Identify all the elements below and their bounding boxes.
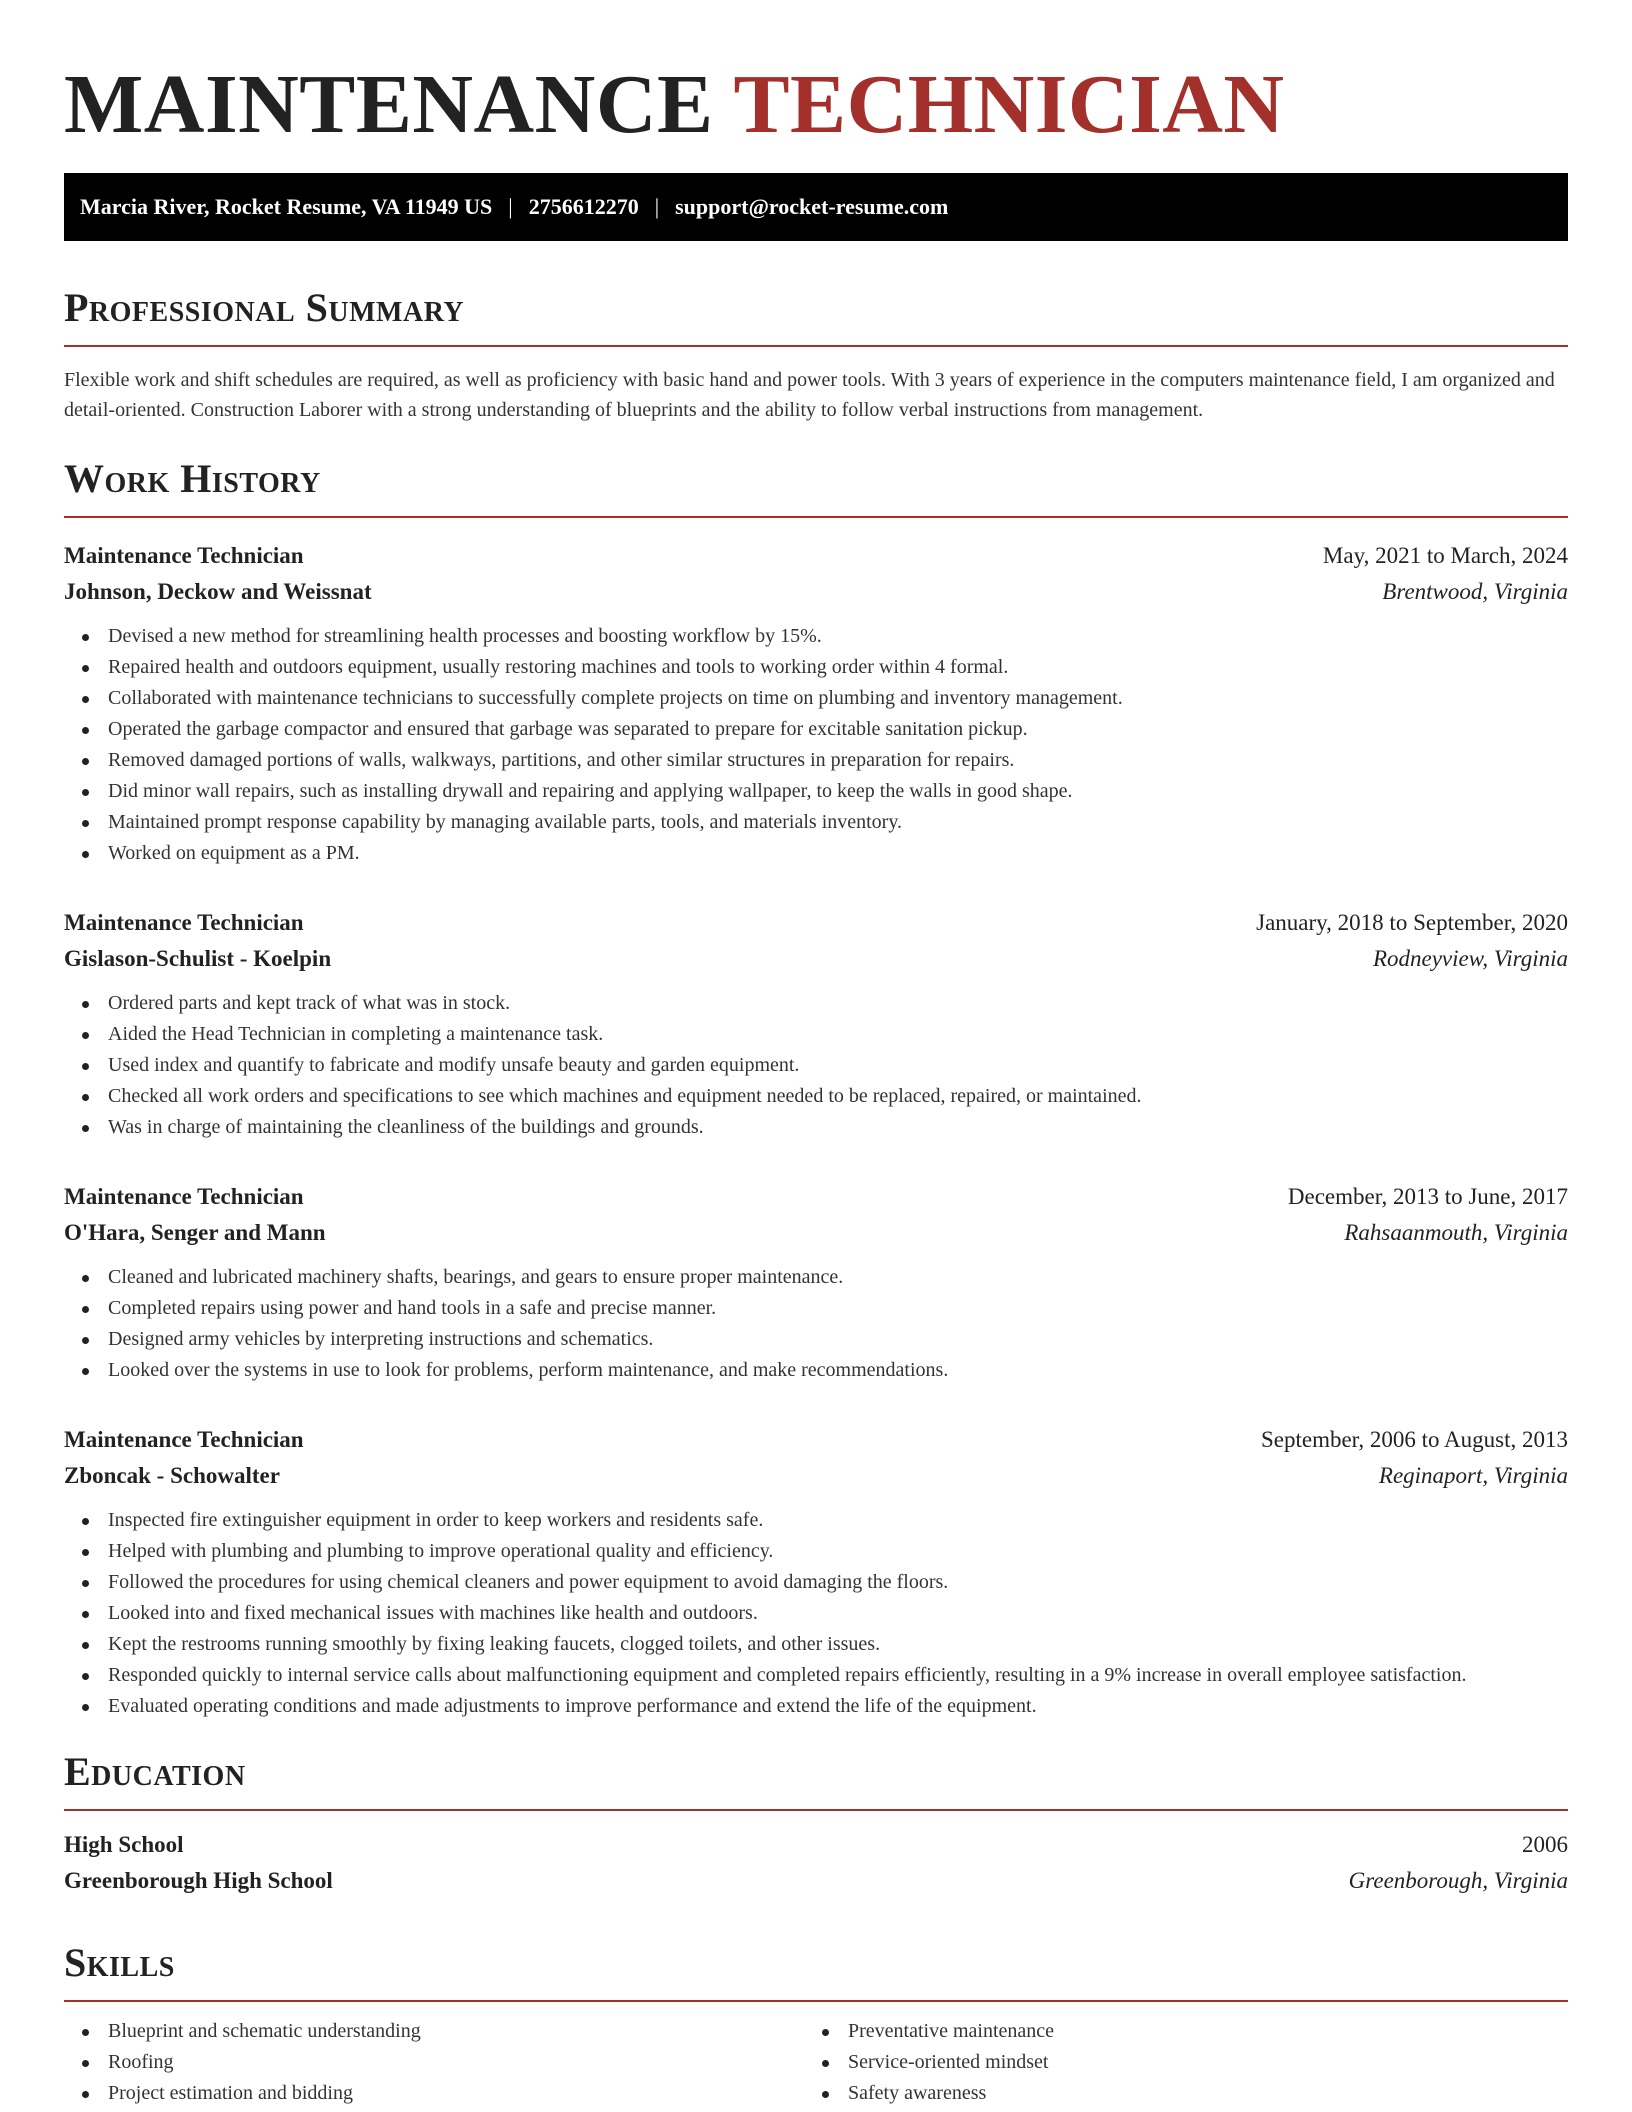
section-heading-work-history: Work History: [64, 456, 321, 501]
skill-item: Service-oriented mindset: [804, 2047, 1544, 2078]
skills-columns: [64, 2016, 1568, 2109]
list-item: Looked into and fixed mechanical issues with machines like health and outdoors.: [64, 1598, 1568, 1629]
list-item: Worked on equipment as a PM.: [64, 838, 1568, 869]
title-part-2: TECHNICIAN: [733, 58, 1285, 151]
section-heading-education: Education: [64, 1749, 246, 1794]
list-item: Checked all work orders and specifications to see which machines and equipment needed to be replaced, repaired, or maintained.: [64, 1081, 1568, 1112]
job-title: Maintenance Technician: [64, 910, 304, 935]
list-item: Maintained prompt response capability by managing available parts, tools, and materials inventory.: [64, 807, 1568, 838]
job-dates: September, 2006 to August, 2013: [1260, 1427, 1568, 1452]
section-divider: [64, 516, 1568, 518]
contact-separator: |: [508, 194, 513, 219]
job-entry: [64, 538, 1568, 869]
list-item: Devised a new method for streamlining health processes and boosting workflow by 15%.: [64, 621, 1568, 652]
education-section: [64, 1748, 1568, 1899]
education-year: 2006: [1522, 1832, 1568, 1857]
list-item: Did minor wall repairs, such as installing drywall and repairing and applying wallpaper, to keep the walls in good shape.: [64, 776, 1568, 807]
job-bullets: [64, 1505, 1568, 1722]
section-divider: [64, 345, 1568, 347]
list-item: Looked over the systems in use to look for problems, perform maintenance, and make recommendations.: [64, 1355, 1568, 1386]
list-item: Followed the procedures for using chemical cleaners and power equipment to avoid damaging the floors.: [64, 1567, 1568, 1598]
job-title: Maintenance Technician: [64, 1184, 304, 1209]
list-item: Kept the restrooms running smoothly by fixing leaking faucets, clogged toilets, and other issues.: [64, 1629, 1568, 1660]
summary-text: Flexible work and shift schedules are required, as well as proficiency with basic hand and power tools. With 3 years of experience in the computers maintenance field, I am organized and detail-oriented. Construction Laborer with a strong understanding of blueprints and the ability to follow verbal instructions from management.: [64, 369, 1555, 421]
skills-list-right: [804, 2016, 1544, 2109]
list-item: Collaborated with maintenance technicians to successfully complete projects on time on plumbing and inventory management.: [64, 683, 1568, 714]
job-company: Gislason-Schulist - Koelpin: [64, 946, 332, 971]
list-item: Repaired health and outdoors equipment, usually restoring machines and tools to working order within 4 formal.: [64, 652, 1568, 683]
contact-phone: 2756612270: [528, 194, 639, 219]
skill-item: Roofing: [64, 2047, 804, 2078]
list-item: Responded quickly to internal service calls about malfunctioning equipment and completed repairs efficiently, resulting in a 9% increase in overall employee satisfaction.: [64, 1660, 1568, 1691]
list-item: Was in charge of maintaining the cleanliness of the buildings and grounds.: [64, 1112, 1568, 1143]
job-company: O'Hara, Senger and Mann: [64, 1220, 326, 1245]
job-title: Maintenance Technician: [64, 1427, 304, 1452]
list-item: Used index and quantify to fabricate and modify unsafe beauty and garden equipment.: [64, 1050, 1568, 1081]
job-entry: [64, 905, 1568, 1143]
job-company: Johnson, Deckow and Weissnat: [64, 579, 372, 604]
job-location: Reginaport, Virginia: [1378, 1463, 1568, 1488]
list-item: Aided the Head Technician in completing a maintenance task.: [64, 1019, 1568, 1050]
job-location: Rodneyview, Virginia: [1372, 946, 1568, 971]
skills-list-left: [64, 2016, 804, 2109]
education-entry: [64, 1827, 1568, 1899]
job-bullets: [64, 621, 1568, 869]
section-divider: [64, 2000, 1568, 2002]
education-degree: High School: [64, 1832, 184, 1857]
skill-item: Safety awareness: [804, 2078, 1544, 2109]
education-location: Greenborough, Virginia: [1348, 1868, 1568, 1893]
job-dates: May, 2021 to March, 2024: [1322, 543, 1568, 568]
skill-item: Project estimation and bidding: [64, 2078, 804, 2109]
job-entry: [64, 1179, 1568, 1386]
skill-item: Preventative maintenance: [804, 2016, 1544, 2047]
job-bullets: [64, 988, 1568, 1143]
list-item: Helped with plumbing and plumbing to improve operational quality and efficiency.: [64, 1536, 1568, 1567]
job-bullets: [64, 1262, 1568, 1386]
job-dates: December, 2013 to June, 2017: [1287, 1184, 1568, 1209]
summary-section: [64, 284, 1568, 425]
list-item: Removed damaged portions of walls, walkways, partitions, and other similar structures in preparation for repairs.: [64, 745, 1568, 776]
skill-item: Blueprint and schematic understanding: [64, 2016, 804, 2047]
title-part-1: MAINTENANCE: [64, 58, 714, 151]
section-divider: [64, 1809, 1568, 1811]
contact-separator: |: [654, 194, 660, 219]
list-item: Completed repairs using power and hand tools in a safe and precise manner.: [64, 1293, 1568, 1324]
job-entry: [64, 1422, 1568, 1722]
list-item: Cleaned and lubricated machinery shafts, bearings, and gears to ensure proper maintenance.: [64, 1262, 1568, 1293]
skills-section: [64, 1939, 1568, 2109]
job-location: Rahsaanmouth, Virginia: [1344, 1220, 1568, 1245]
section-heading-summary: Professional Summary: [64, 285, 465, 330]
list-item: Operated the garbage compactor and ensured that garbage was separated to prepare for excitable sanitation pickup.: [64, 714, 1568, 745]
job-location: Brentwood, Virginia: [1382, 579, 1568, 604]
page-title: [64, 60, 1568, 150]
section-heading-skills: Skills: [64, 1940, 175, 1985]
contact-email: support@rocket-resume.com: [675, 194, 949, 219]
list-item: Ordered parts and kept track of what was in stock.: [64, 988, 1568, 1019]
list-item: Inspected fire extinguisher equipment in order to keep workers and residents safe.: [64, 1505, 1568, 1536]
job-company: Zboncak - Schowalter: [64, 1463, 280, 1488]
resume-page: [64, 0, 1568, 2109]
contact-address: Marcia River, Rocket Resume, VA 11949 US: [80, 194, 493, 219]
list-item: Designed army vehicles by interpreting instructions and schematics.: [64, 1324, 1568, 1355]
job-title: Maintenance Technician: [64, 543, 304, 568]
education-school: Greenborough High School: [64, 1868, 333, 1893]
list-item: Evaluated operating conditions and made adjustments to improve performance and extend the life of the equipment.: [64, 1691, 1568, 1722]
contact-bar: [64, 173, 1568, 241]
job-dates: January, 2018 to September, 2020: [1256, 910, 1568, 935]
work-history-section: [64, 455, 1568, 1722]
